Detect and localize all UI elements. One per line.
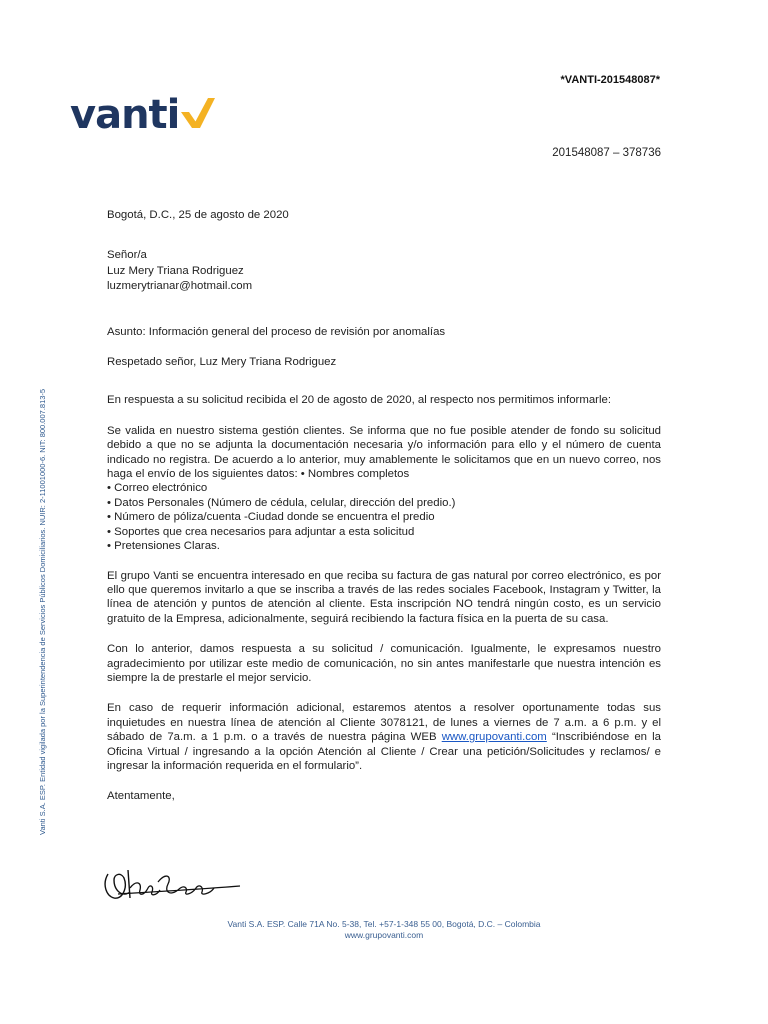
contact-text-after: “Inscribiéndose en la Oficina Virtual / ingresando a la opción Atención al Cliente / Crear una petición/Solicitudes y reclamos/ e ingresar la información requerida en el formulario”. (107, 731, 661, 772)
checkmark-icon (178, 94, 218, 134)
paragraph-contact (107, 701, 661, 773)
list-item: • Soportes que crea necesarios para adjuntar a esta solicitud (107, 525, 661, 539)
footer (0, 919, 768, 941)
paragraph-response: Con lo anterior, damos respuesta a su solicitud / comunicación. Igualmente, le expresamos nuestro agradecimiento por utilizar este medio de comunicación, no sin antes manifestarle que nuestra intención es siempre la de prestarle el mejor servicio. (107, 643, 661, 684)
footer-address: Vanti S.A. ESP. Calle 71A No. 5-38, Tel. +57-1-348 55 00, Bogotá, D.C. – Colombia (227, 919, 541, 929)
side-legal-notice: Vanti S.A. ESP. Entidad vigilada por la Superintendencia de Servicios Públicos Domiciliarios. NUIR: 2-11001000-6. NIT: 800.007.813-5 (38, 388, 47, 835)
salutation-title: Señor/a (107, 249, 147, 262)
paragraph-request-info: Se valida en nuestro sistema gestión clientes. Se informa que no fue posible atender de fondo su solicitud debido a que no se adjunta la documentación necesaria y/o información para ello y el número de cuenta indicado no registra. De acuerdo a lo anterior, muy amablemente le solicitamos que en un nuevo correo, nos haga el envío de los siguientes datos: • Nombres completos (107, 424, 661, 481)
footer-website: www.grupovanti.com (344, 930, 424, 940)
closing: Atentamente, (107, 790, 175, 803)
recipient-name: Luz Mery Triana Rodriguez (107, 264, 244, 277)
list-item: • Pretensiones Claras. (107, 539, 661, 553)
case-number: 201548087 – 378736 (552, 147, 661, 159)
intro-paragraph: En respuesta a su solicitud recibida el 20 de agosto de 2020, al respecto nos permitimos informarle: (107, 394, 611, 407)
list-item: • Número de póliza/cuenta -Ciudad donde se encuentra el predio (107, 510, 661, 524)
subject-line: Asunto: Información general del proceso de revisión por anomalías (107, 325, 446, 338)
contact-text-before: En caso de requerir información adicional, estaremos atentos a resolver oportunamente todas sus inquietudes en nuestra línea de atención al Cliente 3078121, de lunes a viernes de 7 a.m. a 6 p.m. y el sábado de 7a.m. a 1 p.m. o a través de nuestra página WEB (107, 702, 661, 744)
place-date: Bogotá, D.C., 25 de agosto de 2020 (107, 209, 289, 221)
required-data-list (107, 481, 661, 553)
handwritten-signature (100, 862, 250, 908)
website-link[interactable]: www.grupovanti.com (441, 731, 547, 744)
paragraph-e-invoice: El grupo Vanti se encuentra interesado en que reciba su factura de gas natural por correo electrónico, es por ello que queremos invitarlo a que se inscriba a través de las redes sociales Facebook, Instagram y Twitter, la línea de atención y puntos de atención al cliente. Esta inscripción NO tendrá ningún costo, es un servicio gratuito de la Empresa, adicionalmente, seguirá recibiendo la factura física en la puerta de su casa. (107, 569, 661, 625)
document-reference-code: *VANTI-201548087* (560, 74, 660, 86)
logo-wordmark: vanti (70, 92, 180, 138)
vanti-logo (70, 90, 230, 140)
recipient-email: luzmerytrianar@hotmail.com (107, 280, 253, 293)
list-item: • Correo electrónico (107, 481, 661, 495)
greeting: Respetado señor, Luz Mery Triana Rodriguez (107, 356, 337, 369)
list-item: • Datos Personales (Número de cédula, celular, dirección del predio.) (107, 496, 661, 510)
letter-body (107, 208, 661, 804)
